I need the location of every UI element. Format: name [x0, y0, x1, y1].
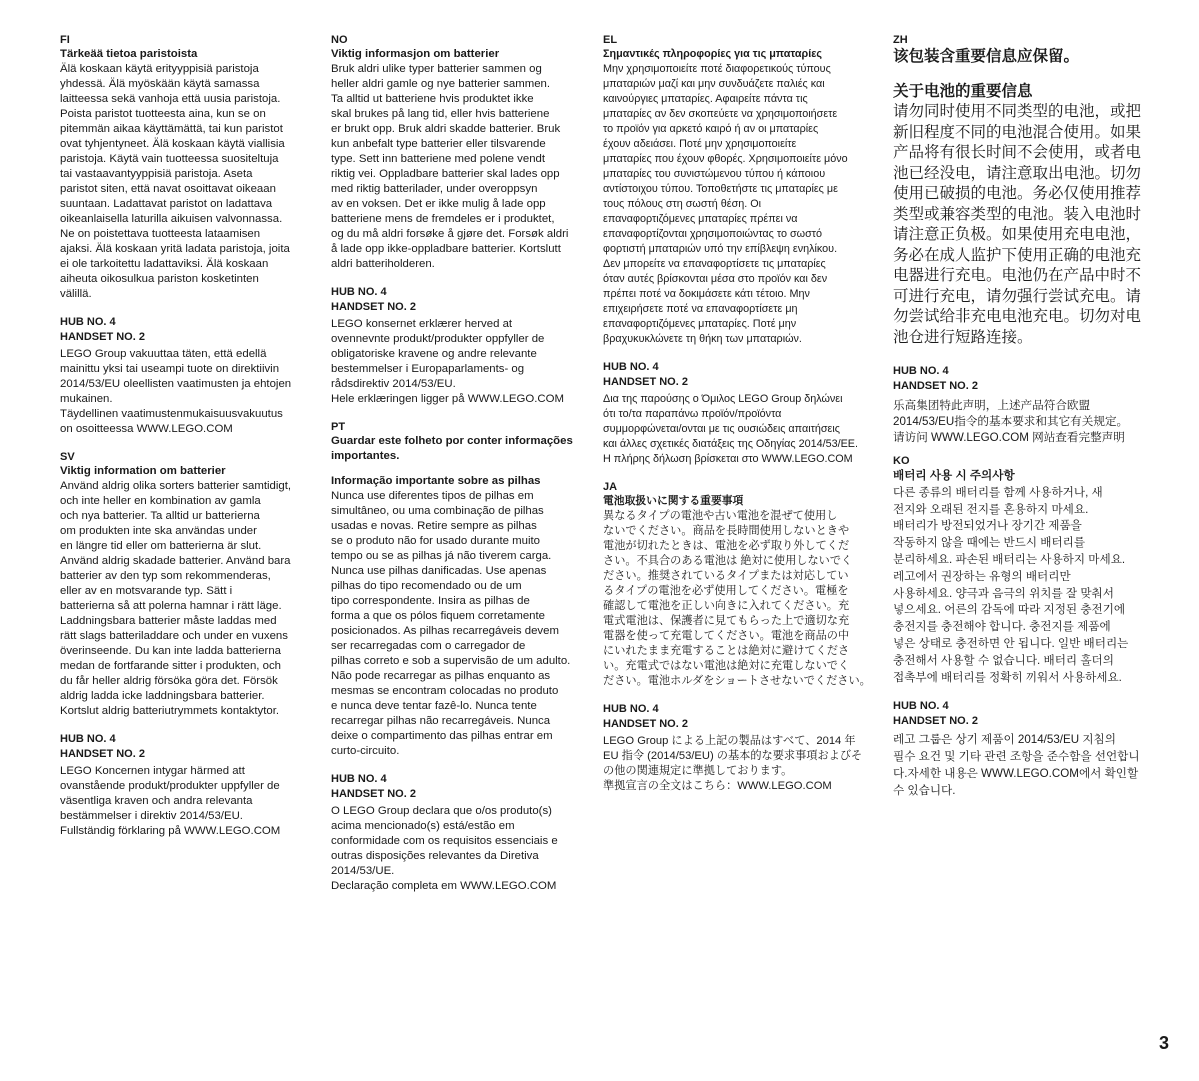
battery-info-title-sv: Viktig information om batterier	[60, 465, 226, 477]
declaration-pt: O LEGO Group declara que o/os produto(s) acima mencionado(s) está/estão em conformidade com os requisitos essenciais e outras disposições relevantes da Diretiva 2014/53/UE. Declaração completa em WWW.LEGO.COM	[331, 805, 558, 892]
declaration-no: LEGO konsernet erklærer herved at ovennevnte produkt/produkter oppfyller de obligatoriske kravene og andre relevante bestemmelser i Europaparlaments- og rådsdirektiv 2014/53/EU. Hele erklæringen ligger på WWW.LEGO.COM	[331, 318, 564, 405]
hub-handset-label-sv: HUB NO. 4 HANDSET NO. 2	[60, 733, 145, 760]
battery-info-title-ja: 電池取扱いに関する重要事項	[603, 495, 744, 507]
declaration-sv: LEGO Koncernen intygar härmed att ovanstående produkt/produkter uppfyller de väsentliga kraven och andra relevanta bestämmelser i direktiv 2014/53/EU. Fullständig förklaring på WWW.LEGO.COM	[60, 765, 281, 837]
section-sv	[60, 450, 328, 839]
battery-info-body-fi: Älä koskaan käytä erityyppisiä paristoja yhdessä. Älä myöskään käytä samassa laitteessa sekä vanhoja että uusia paristoja. Poista paristot tuotteesta aina, kun se on pitemmän aikaa käyttämättä, tai kun paristot ovat tyhjentyneet. Älä koskaan käytä viallisia paristoja. Käytä vain tuotteessa suositeltuja tai vastaavantyyppisiä paristoja. Aseta paristot siten, että navat osoittavat oikeaan suuntaan. Ladattavat paristot on ladattava oikeanlaisella laturilla aikuisen valvonnassa. Ne on poistettava tuotteesta lataamisen ajaksi. Älä koskaan yritä ladata paristoja, joita ei ole tarkoitettu ladattaviksi. Älä koskaan aiheuta oikosulkua pariston kosketinten välillä.	[60, 63, 290, 300]
battery-info-body-zh: 请勿同时使用不同类型的电池，或把 新旧程度不同的电池混合使用。如果 产品将有很长时间不会使用，或者电 池已经没电，请注意取出电池。切勿 使用已破损的电池。务必仅使用推荐 类型或兼容类型的电池。装入电池时 请注意正负极。如果使用充电电池， 务必在成人监护下使用正确的电池充 电器进行充电。电池仍在产品中时不 可进行充电，请勿强行尝试充电。请 勿尝试给非充电电池充电。切勿对电 池仓进行短路连接。	[893, 103, 1142, 346]
battery-info-title-fi: Tärkeää tietoa paristoista	[60, 48, 198, 60]
section-ko	[893, 454, 1173, 800]
language-code-no: NO	[331, 34, 348, 46]
declaration-fi: LEGO Group vakuuttaa täten, että edellä mainittu yksi tai useampi tuote on direktiivin 2014/53/EU oleellisten vaatimusten ja ehtojen mukainen. Täydellinen vaatimustenmukaisuusvakuutus on osoitteessa WWW.LEGO.COM	[60, 348, 292, 435]
battery-info-title-ko: 배터리 사용 시 주의사항	[893, 469, 1015, 482]
section-no	[331, 33, 599, 407]
declaration-el: Δια της παρούσης ο Όμιλος LEGO Group δηλώνει ότι το/τα παραπάνω προϊόν/προϊόντα συμμορφώνεται/ονται με τις ουσιώδεις απαιτήσεις και άλλες σχετικές διατάξεις της Οδηγίας 2014/53/ΕΕ. Η πλήρης δήλωση βρίσκεται στο WWW.LEGO.COM	[603, 393, 858, 465]
hub-handset-label-no: HUB NO. 4 HANDSET NO. 2	[331, 286, 416, 313]
hub-handset-label-el: HUB NO. 4 HANDSET NO. 2	[603, 361, 688, 388]
keep-leaflet-notice-pt: Guardar este folheto por conter informações importantes.	[331, 435, 573, 462]
battery-info-body-sv: Använd aldrig olika sorters batterier samtidigt, och inte heller en kombination av gamla och nya batterier. Ta alltid ur batterierna om produkten inte ska användas under en längre tid eller om batterierna är slut. Använd aldrig skadade batterier. Använd bara batterier av den typ som rekommenderas, eller av en motsvarande typ. Sätt i batterierna så att polerna hamnar i rätt läge. Laddningsbara batterier måste laddas med rätt slags batteriladdare och under en vuxens överinseende. Du kan inte ladda batterierna medan de fortfarande sitter i produkten, och du får heller aldrig försöka göra det. Försök aldrig ladda icke laddningsbara batterier. Kortslut aldrig batteriutrymmets kontaktytor.	[60, 480, 292, 717]
battery-info-body-ja: 異なるタイプの電池や古い電池を混ぜて使用し ないでください。商品を長時間使用しないときや 電池が切れたときは、電池を必ず取り外してくだ さい。不具合のある電池は 絶対に使用しないでく ださい。推奨されているタイプまたは対応してい るタイプの電池を必ず使用してください。電極を 確認して電池を正しい向きに入れてください。充 電式電池は、保護者に見てもらった上で適切な充 電器を使って充電してください。電池を商品の中 にいれたまま充電することは絶対に避けてくださ い。充電式ではない電池は絶対に充電しないでく ださい。電池ホルダをショートさせないでください。	[603, 510, 871, 687]
column-2	[331, 33, 599, 894]
language-code-sv: SV	[60, 451, 75, 463]
language-code-pt: PT	[331, 421, 346, 433]
battery-info-body-pt: Nunca use diferentes tipos de pilhas em simultâneo, ou uma combinação de pilhas usadas e novas. Retire sempre as pilhas se o produto não for usado durante muito tempo ou se as pilhas já não tiverem carga. Nunca use pilhas danificadas. Use apenas pilhas do tipo recomendado ou de um tipo correspondente. Insira as pilhas de forma a que os pólos fiquem corretamente posicionados. As pilhas recarregáveis devem ser recarregadas com o carregador de pilhas correto e sob a supervisão de um adulto. Não pode recarregar as pilhas enquanto as mesmas se encontram colocadas no produto e nunca deve tentar fazê-lo. Nunca tente recarregar pilhas não recarregáveis. Nunca deixe o compartimento das pilhas entrar em curto-circuito.	[331, 490, 571, 757]
keep-packaging-notice-zh: 该包装含重要信息应保留。	[893, 48, 1080, 65]
section-ja	[603, 480, 887, 794]
declaration-zh: 乐高集团特此声明，上述产品符合欧盟 2014/53/EU指令的基本要求和其它有关规定。 请访问 WWW.LEGO.COM 网站查看完整声明	[893, 399, 1129, 444]
battery-info-title-el: Σημαντικές πληροφορίες για τις μπαταρίες	[603, 48, 822, 60]
section-el	[603, 33, 887, 467]
language-code-ko: KO	[893, 455, 910, 467]
battery-info-body-no: Bruk aldri ulike typer batterier sammen og heller aldri gamle og nye batterier sammen. Ta alltid ut batteriene hvis produktet ikke skal brukes på lang tid, eller hvis batteriene er brukt opp. Bruk aldri skadde batterier. Bruk kun anbefalt type batterier eller tilsvarende type. Sett inn batteriene med polene vendt riktig vei. Oppladbare batterier skal lades opp med riktig batterilader, under overoppsyn av en voksen. Det er ikke mulig å lade opp batteriene mens de fremdeles er i produktet, og du må aldri forsøke å gjøre det. Forsøk aldri å lade opp ikke-oppladbare batterier. Kortslutt aldri batteriholderen.	[331, 63, 569, 270]
battery-info-body-el: Μην χρησιμοποιείτε ποτέ διαφορετικούς τύπους μπαταριών μαζί και μην συνδυάζετε παλιές και καινούργιες μπαταρίες. Αφαιρείτε πάντα τις μπαταρίες αν δεν σκοπεύετε να χρησιμοποιήσετε το προϊόν για αρκετό καιρό ή αν οι μπαταρίες έχουν αδειάσει. Ποτέ μην χρησιμοποιείτε μπαταρίες που έχουν φθορές. Χρησιμοποιείτε μόνο μπαταρίες του συνιστώμενου τύπου ή κάποιου αντίστοιχου τύπου. Τοποθετήστε τις μπαταρίες με τους πόλους στη σωστή θέση. Οι επαναφορτιζόμενες μπαταρίες πρέπει να επαναφορτίζονται χρησιμοποιώντας το σωστό φορτιστή μπαταριών υπό την επίβλεψη ενηλίκου. Δεν μπορείτε να επαναφορτίσετε τις μπαταρίες όταν αυτές βρίσκονται μέσα στο προϊόν και δεν πρέπει ποτέ να δοκιμάσετε κάτι τέτοιο. Μην επιχειρήσετε ποτέ να επαναφορτίσετε μη επαναφορτιζόμενες μπαταρίες. Ποτέ μην βραχυκυκλώνετε τη θήκη των μπαταριών.	[603, 63, 848, 345]
section-zh	[893, 33, 1173, 446]
declaration-ko: 레고 그룹은 상기 제품이 2014/53/EU 지침의 필수 요건 및 기타 관련 조항을 준수함을 선언합니 다.자세한 내용은 WWW.LEGO.COM에서 확인할 수 있습니다.	[893, 733, 1140, 797]
declaration-ja: LEGO Group による上記の製品はすべて、2014 年 EU 指令 (2014/53/EU) の基本的な要求事項およびそ の他の関連規定に準拠しております。 準拠宣言の全文はこちら：WWW.LEGO.COM	[603, 735, 863, 792]
language-code-el: EL	[603, 34, 618, 46]
battery-info-title-no: Viktig informasjon om batterier	[331, 48, 500, 60]
column-4	[893, 33, 1173, 800]
hub-handset-label-pt: HUB NO. 4 HANDSET NO. 2	[331, 773, 416, 800]
hub-handset-label-zh: HUB NO. 4 HANDSET NO. 2	[893, 365, 978, 392]
section-fi	[60, 33, 328, 437]
language-code-ja: JA	[603, 481, 618, 493]
hub-handset-label-ja: HUB NO. 4 HANDSET NO. 2	[603, 703, 688, 730]
battery-info-body-ko: 다른 종류의 배터리를 함께 사용하거나, 새 전지와 오래된 전지를 혼용하지 마세요. 배터리가 방전되었거나 장기간 제품을 작동하지 않을 때에는 반드시 배터리를 분리하세요. 파손된 배터리는 사용하지 마세요. 레고에서 권장하는 유형의 배터리만 사용하세요. 양극과 음극의 위치를 잘 맞춰서 넣으세요. 어른의 감독에 따라 지정된 충전기에 충전지를 충전해야 합니다. 충전지를 제품에 넣은 상태로 충전하면 안 됩니다. 일반 배터리는 충전해서 사용할 수 없습니다. 배터리 홀더의 접촉부에 배터리를 정확히 끼워서 사용하세요.	[893, 485, 1129, 684]
column-1	[60, 33, 328, 839]
language-code-zh: ZH	[893, 34, 908, 46]
column-3	[603, 33, 887, 794]
language-code-fi: FI	[60, 34, 70, 46]
section-pt	[331, 420, 599, 894]
battery-info-title-pt: Informação importante sobre as pilhas	[331, 475, 541, 487]
page-number: 3	[1158, 1033, 1169, 1053]
battery-info-title-zh: 关于电池的重要信息	[893, 82, 1033, 100]
hub-handset-label-fi: HUB NO. 4 HANDSET NO. 2	[60, 316, 145, 343]
hub-handset-label-ko: HUB NO. 4 HANDSET NO. 2	[893, 700, 978, 728]
